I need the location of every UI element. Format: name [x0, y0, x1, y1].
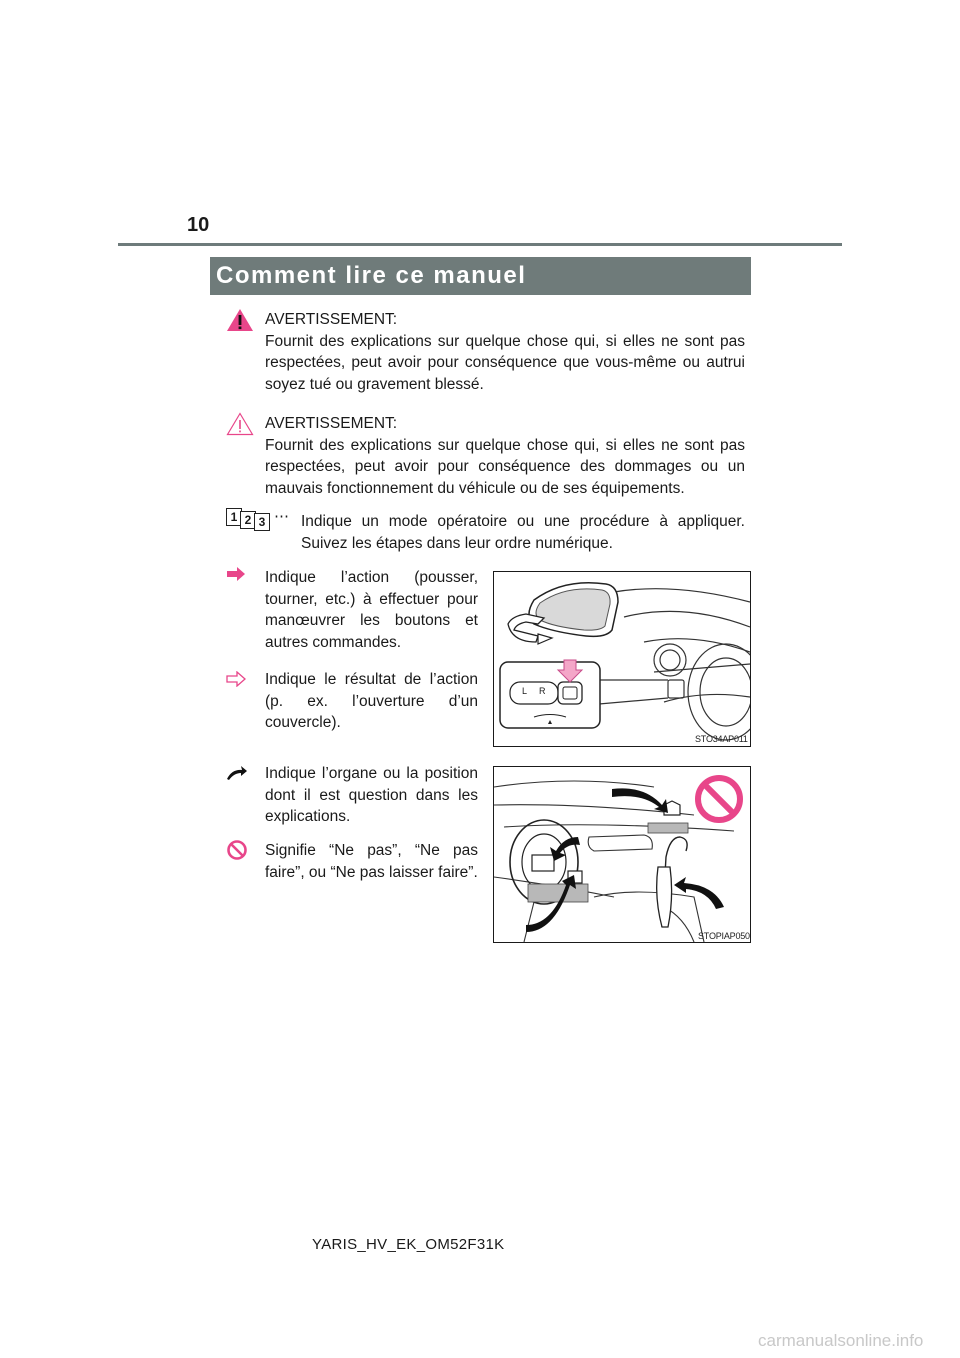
steps-text: Indique un mode opératoire ou une procédure à appliquer. Suivez les étapes dans leur ordre numérique. — [301, 513, 745, 552]
switch-label-right: R — [539, 686, 546, 696]
mirror-figure-code: STO34AP011 — [695, 734, 748, 744]
dashboard-figure-code: STOPIAP050 — [698, 931, 750, 941]
notice-title: AVERTISSEMENT: — [265, 415, 398, 432]
prohibited-icon — [226, 839, 248, 861]
switch-label-left: L — [522, 686, 528, 696]
dashboard-illustration — [494, 767, 750, 942]
action-text: Indique l’action (pousser, tourner, etc.) à effectuer pour manœuvrer les boutons et autres commandes. — [265, 569, 478, 651]
header-rule — [118, 243, 842, 246]
warning-block — [265, 309, 745, 395]
warning-outline-icon — [226, 412, 254, 436]
step-digit-3: 3 — [254, 513, 270, 531]
notice-text: Fournit des explications sur quelque chose qui, si elles ne sont pas respectées, peut avoir pour conséquence des dommages ou un mauvais fonctionnement du véhicule ou de ses équipements. — [265, 436, 745, 497]
mirror-control-figure — [493, 571, 751, 747]
page-footer: YARIS_HV_EK_OM52F31K — [312, 1236, 505, 1253]
watermark: carmanualsonline.info — [758, 1331, 924, 1350]
result-text: Indique le résultat de l’action (p. ex. l’ouverture d’un couvercle). — [265, 671, 478, 731]
step-digit-2: 2 — [240, 511, 256, 529]
section-title: Comment lire ce manuel — [216, 262, 527, 289]
dashboard-figure — [493, 766, 751, 943]
warning-filled-icon — [226, 308, 254, 332]
warning-title: AVERTISSEMENT: — [265, 311, 398, 328]
step-digit-1: 1 — [226, 508, 242, 526]
notice-block — [265, 413, 745, 499]
outline-arrow-icon — [226, 671, 246, 687]
filled-arrow-icon — [226, 566, 246, 582]
mirror-illustration — [494, 572, 750, 746]
curved-arrow-icon — [226, 765, 248, 781]
prohibited-text: Signifie “Ne pas”, “Ne pas faire”, ou “Ne pas laisser faire”. — [265, 842, 478, 881]
warning-text: Fournit des explications sur quelque chose qui, si elles ne sont pas respectées, peut avoir pour conséquence que vous-même ou autrui soyez tué ou gravement blessé. — [265, 332, 745, 393]
steps-ellipsis: ⋯ — [274, 508, 289, 525]
page-number: 10 — [187, 214, 210, 236]
component-text: Indique l’organe ou la position dont il est question dans les explications. — [265, 765, 478, 825]
